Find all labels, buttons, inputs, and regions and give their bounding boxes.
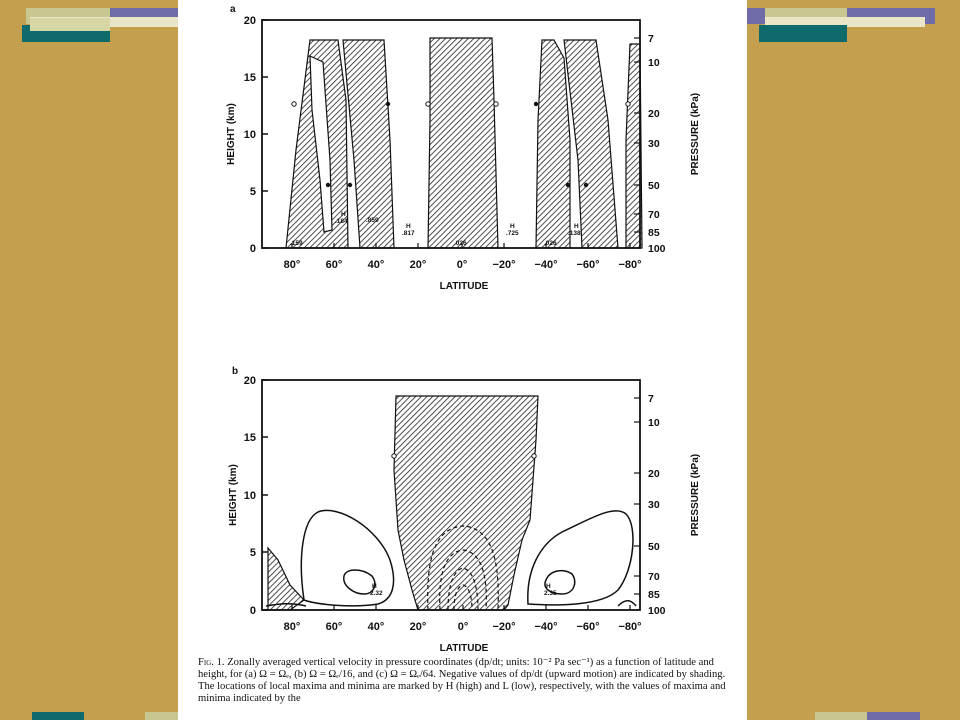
panel-b-ptick-20: 20 bbox=[648, 468, 660, 480]
panel-a-xtick-m60: −60° bbox=[576, 259, 600, 271]
panel-b-ptick-30: 30 bbox=[648, 499, 660, 511]
svg-text:.725: .725 bbox=[506, 230, 519, 237]
scanned-page bbox=[178, 0, 747, 720]
panel-b-xtick-m20: −20° bbox=[492, 621, 516, 633]
panel-a-label: a bbox=[230, 4, 236, 15]
panel-b-ptick-50: 50 bbox=[648, 541, 660, 553]
panel-a-ytick-20: 20 bbox=[243, 15, 256, 27]
panel-b-xtick-80: 80° bbox=[283, 621, 301, 633]
panel-a-shaded-regions bbox=[286, 38, 642, 248]
caption-text: Zonally averaged vertical velocity in pressure coordinates (dp/dt; units: 10⁻² Pa sec⁻¹) as a function of latitude and height, for (a) Ω = Ωₑ, (b) Ω = Ωₑ/16, and (c) Ω = Ωₑ/64. Negative values of dp/dt (upward motion) are indicated by shading. The locations of local maxima and minima are marked by H (high) and L (low), respectively, with the values of maxima and minima indicated by the bbox=[198, 657, 726, 704]
panel-a-ytick-0: 0 bbox=[249, 243, 256, 255]
panel-a-xtick-40: 40° bbox=[367, 259, 385, 271]
deco-bar-left-cream2 bbox=[30, 18, 110, 31]
svg-text:H: H bbox=[574, 223, 579, 230]
svg-text:H: H bbox=[406, 223, 411, 230]
panel-b-xtick-20: 20° bbox=[409, 621, 427, 633]
panel-b-ytick-20: 20 bbox=[243, 375, 256, 387]
svg-text:.184: .184 bbox=[335, 218, 348, 225]
panel-a-xtick-60: 60° bbox=[325, 259, 343, 271]
panel-a-ptick-30: 30 bbox=[648, 138, 660, 150]
panel-a-ptick-20: 20 bbox=[648, 108, 660, 120]
panel-b-ptick-70: 70 bbox=[648, 571, 660, 583]
panel-a-ytick-15: 15 bbox=[243, 72, 256, 84]
panel-b-ytick-10: 10 bbox=[243, 490, 256, 502]
panel-a-xtick-20: 20° bbox=[409, 259, 427, 271]
panel-b-ytick-0: 0 bbox=[249, 605, 256, 617]
svg-text:.159: .159 bbox=[290, 240, 303, 247]
panel-a-ptick-7: 7 bbox=[648, 33, 654, 45]
panel-b-right-label: PRESSURE (kPa) bbox=[690, 453, 701, 537]
panel-a-ptick-10: 10 bbox=[648, 57, 660, 69]
panel-b-ytick-5: 5 bbox=[249, 547, 256, 559]
panel-a-ytick-5: 5 bbox=[249, 186, 256, 198]
panel-b-ptick-7: 7 bbox=[648, 393, 654, 405]
panel-a-xtick-m40: −40° bbox=[534, 259, 558, 271]
svg-text:.026: .026 bbox=[454, 240, 467, 247]
panel-a-xtick-80: 80° bbox=[283, 259, 301, 271]
panel-b-x-label: LATITUDE bbox=[439, 643, 489, 654]
svg-text:.817: .817 bbox=[402, 230, 415, 237]
panel-b-xtick-60: 60° bbox=[325, 621, 343, 633]
deco-bottom-teal-left bbox=[32, 712, 84, 720]
panel-b-xtick-40: 40° bbox=[367, 621, 385, 633]
svg-text:H: H bbox=[341, 211, 346, 218]
svg-text:H: H bbox=[510, 223, 515, 230]
panel-b-xtick-m60: −60° bbox=[576, 621, 600, 633]
deco-bottom-cream-right bbox=[815, 712, 867, 720]
svg-text:H: H bbox=[546, 583, 551, 590]
svg-text:H: H bbox=[372, 583, 377, 590]
panel-a-right-label: PRESSURE (kPa) bbox=[690, 92, 701, 176]
panel-a-xtick-m20: −20° bbox=[492, 259, 516, 271]
panel-b-ptick-85: 85 bbox=[648, 589, 660, 601]
panel-b-xtick-m40: −40° bbox=[534, 621, 558, 633]
panel-a-ptick-85: 85 bbox=[648, 227, 660, 239]
panel-a-x-label: LATITUDE bbox=[439, 281, 489, 292]
figure-svg bbox=[178, 0, 747, 720]
panel-b bbox=[228, 366, 701, 654]
panel-a bbox=[226, 4, 701, 292]
panel-b-y-label: HEIGHT (km) bbox=[228, 464, 239, 526]
panel-b-label: b bbox=[232, 366, 239, 377]
panel-a-ytick-10: 10 bbox=[243, 129, 256, 141]
panel-b-ytick-15: 15 bbox=[243, 432, 256, 444]
svg-text:2.32: 2.32 bbox=[370, 590, 383, 597]
panel-b-ptick-10: 10 bbox=[648, 417, 660, 429]
panel-a-xtick-m80: −80° bbox=[618, 259, 642, 271]
panel-b-xtick-0: 0° bbox=[457, 621, 469, 633]
panel-a-ptick-70: 70 bbox=[648, 209, 660, 221]
panel-a-y-label: HEIGHT (km) bbox=[226, 103, 237, 165]
svg-text:.026: .026 bbox=[544, 240, 557, 247]
panel-b-xtick-m80: −80° bbox=[618, 621, 642, 633]
deco-bottom-purple-right bbox=[867, 712, 920, 720]
svg-text:.138: .138 bbox=[568, 230, 581, 237]
deco-bar-right-teal bbox=[759, 25, 847, 42]
caption-label: Fig. 1. bbox=[198, 657, 225, 668]
svg-text:2.35: 2.35 bbox=[544, 590, 557, 597]
panel-a-ptick-50: 50 bbox=[648, 180, 660, 192]
panel-b-ptick-100: 100 bbox=[648, 605, 666, 617]
panel-a-ptick-100: 100 bbox=[648, 243, 666, 255]
panel-b-right-ticks bbox=[634, 398, 640, 594]
panel-a-xtick-0: 0° bbox=[456, 259, 468, 271]
svg-text:.859: .859 bbox=[366, 217, 379, 224]
figure-caption bbox=[198, 657, 743, 705]
deco-bottom-cream-left bbox=[145, 712, 178, 720]
